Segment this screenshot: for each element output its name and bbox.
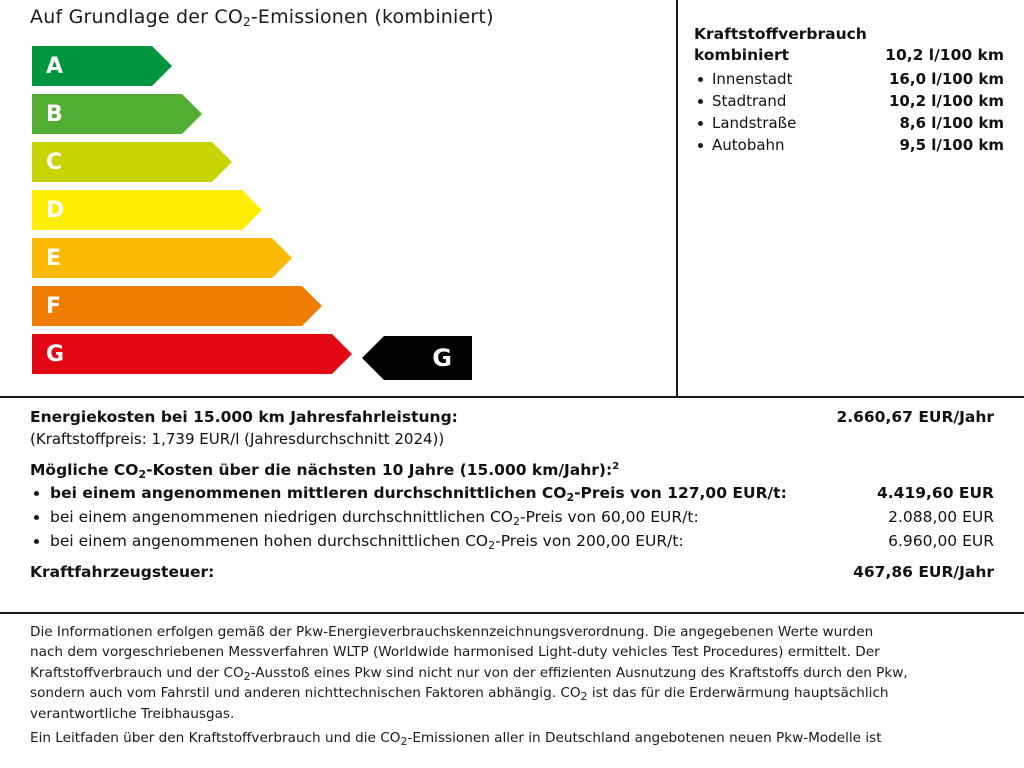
co2-price-scenario-subscript: 2 [488, 539, 496, 553]
fuel-consumption-panel [694, 24, 1004, 156]
fuel-consumption-title-line2: kombiniert [694, 45, 790, 64]
co2-price-scenario-label [50, 529, 684, 553]
co2-price-scenario-suffix: -Preis von 127,00 EUR/t: [574, 484, 787, 503]
co2-price-scenario-list [30, 481, 994, 553]
co2-cost-heading-suffix: -Kosten über die nächsten 10 Jahre (15.000 km/Jahr): [146, 461, 613, 480]
footnote-line-4-prefix: sondern auch vom Fahrstil und anderen nichttechnischen Faktoren abhängig. CO [30, 685, 581, 702]
efficiency-class-letter: G [46, 341, 65, 367]
vehicle-tax-row [30, 561, 994, 584]
footnote-line-6-prefix: Ein Leitfaden über den Kraftstoffverbrauch und die CO [30, 729, 401, 746]
fuel-consumption-item-value: 10,2 l/100 km [889, 91, 1004, 110]
fuel-consumption-item-value: 8,6 l/100 km [899, 113, 1004, 132]
co2-price-scenario-subscript: 2 [513, 515, 521, 529]
fuel-consumption-item [694, 112, 1004, 134]
page-title [30, 6, 494, 28]
fuel-consumption-list [694, 68, 1004, 156]
page-title-subscript: 2 [242, 15, 251, 29]
efficiency-class-bar-d [32, 190, 242, 230]
efficiency-class-bar-g [32, 334, 332, 374]
energy-cost-label: Energiekosten bei 15.000 km Jahresfahrleistung: [30, 408, 458, 426]
efficiency-class-row [32, 94, 592, 142]
co2-cost-heading [30, 461, 994, 482]
footnote-line-3-suffix: -Ausstoß eines Pkw sind nicht nur von der effizienten Ausnutzung des Kraftstoffs durch den Pkw, [250, 664, 908, 681]
footnote-paragraph-2 [30, 728, 994, 748]
efficiency-class-bars [32, 46, 592, 382]
footnote-line-4-subscript: 2 [580, 690, 588, 704]
efficiency-class-row [32, 142, 592, 190]
co2-cost-heading-subscript: 2 [138, 468, 147, 482]
efficiency-class-bar-a [32, 46, 152, 86]
efficiency-class-row [32, 238, 592, 286]
co2-price-scenario-value: 6.960,00 EUR [888, 532, 994, 551]
footnote-line-3-prefix: Kraftstoffverbrauch und der CO [30, 664, 244, 681]
fuel-consumption-item [694, 68, 1004, 90]
efficiency-class-letter: A [46, 53, 64, 79]
fuel-consumption-item-label: Landstraße [694, 114, 796, 132]
efficiency-class-letter: F [46, 293, 62, 319]
efficiency-class-row [32, 46, 592, 94]
co2-price-scenario-label [50, 505, 699, 529]
co2-price-scenario [30, 529, 994, 553]
energy-cost-row [30, 406, 994, 429]
footnote-line-1: Die Informationen erfolgen gemäß der Pkw-Energieverbrauchskennzeichnungsverordnung. Die angegebenen Werte wurden [30, 624, 874, 640]
fuel-price-note: (Kraftstoffpreis: 1,739 EUR/l (Jahresdurchschnitt 2024)) [30, 430, 445, 449]
footnote-paragraph-1 [30, 622, 994, 724]
co2-price-scenario-suffix: -Preis von 200,00 EUR/t: [495, 532, 684, 551]
fuel-consumption-item-label: Autobahn [694, 136, 785, 154]
efficiency-class-letter: B [46, 101, 63, 127]
fuel-consumption-combined-value: 10,2 l/100 km [885, 45, 1004, 64]
legal-footnote [0, 614, 1024, 748]
current-class-marker: G [384, 336, 472, 380]
fuel-consumption-item [694, 134, 1004, 156]
efficiency-class-letter: D [46, 197, 65, 223]
efficiency-class-letter: C [46, 149, 63, 175]
efficiency-class-row [32, 190, 592, 238]
fuel-consumption-item [694, 90, 1004, 112]
co2-price-scenario-value: 2.088,00 EUR [888, 508, 994, 527]
efficiency-class-letter: E [46, 245, 62, 271]
co2-price-scenario-value: 4.419,60 EUR [877, 484, 994, 503]
co2-price-scenario-subscript: 2 [566, 491, 575, 505]
footnote-line-4-suffix: ist das für die Erderwärmung hauptsächlich [587, 685, 889, 702]
vehicle-tax-label: Kraftfahrzeugsteuer: [30, 563, 215, 582]
efficiency-class-row [32, 286, 592, 334]
energy-cost-value: 2.660,67 EUR/Jahr [836, 408, 994, 426]
fuel-consumption-item-value: 16,0 l/100 km [889, 69, 1004, 88]
co2-price-scenario-prefix: bei einem angenommenen mittleren durchschnittlichen CO [50, 484, 567, 503]
footnote-line-5: verantwortliche Treibhausgas. [30, 705, 235, 722]
co2-cost-heading-prefix: Mögliche CO [30, 461, 139, 480]
footnote-line-6-suffix: -Emissionen aller in Deutschland angebotenen neuen Pkw-Modelle ist [407, 729, 882, 746]
efficiency-class-bar-c [32, 142, 212, 182]
co2-price-scenario-prefix: bei einem angenommenen niedrigen durchschnittlichen CO [50, 508, 514, 527]
fuel-consumption-title-line1: Kraftstoffverbrauch [694, 25, 867, 43]
page-title-prefix: Auf Grundlage der CO [30, 6, 243, 28]
fuel-consumption-item-value: 9,5 l/100 km [899, 135, 1004, 154]
footnote-line-3-subscript: 2 [243, 669, 251, 683]
footnote-line-6-subscript: 2 [400, 734, 408, 748]
co2-price-scenario [30, 505, 994, 529]
costs-section [0, 398, 1024, 614]
efficiency-class-bar-b [32, 94, 182, 134]
vertical-divider [676, 0, 678, 398]
co2-price-scenario-label [50, 481, 787, 505]
efficiency-class-bar-f [32, 286, 302, 326]
co2-price-scenario [30, 481, 994, 505]
fuel-consumption-item-label: Stadtrand [694, 92, 786, 110]
co2-price-scenario-suffix: -Preis von 60,00 EUR/t: [520, 508, 699, 527]
co2-price-scenario-prefix: bei einem angenommenen hohen durchschnittlichen CO [50, 532, 489, 551]
vehicle-tax-value: 467,86 EUR/Jahr [853, 563, 994, 582]
page-title-suffix: -Emissionen (kombiniert) [250, 6, 494, 28]
efficiency-class-row [32, 334, 592, 382]
co2-cost-heading-footnote-ref: 2 [612, 461, 620, 472]
fuel-consumption-item-label: Innenstadt [694, 70, 792, 88]
footnote-line-2: nach dem vorgeschriebenen Messverfahren WLTP (Worldwide harmonised Light-duty vehicles Test Procedures) ermittelt. Der [30, 644, 880, 661]
efficiency-class-bar-e [32, 238, 272, 278]
fuel-consumption-title [694, 24, 1004, 66]
